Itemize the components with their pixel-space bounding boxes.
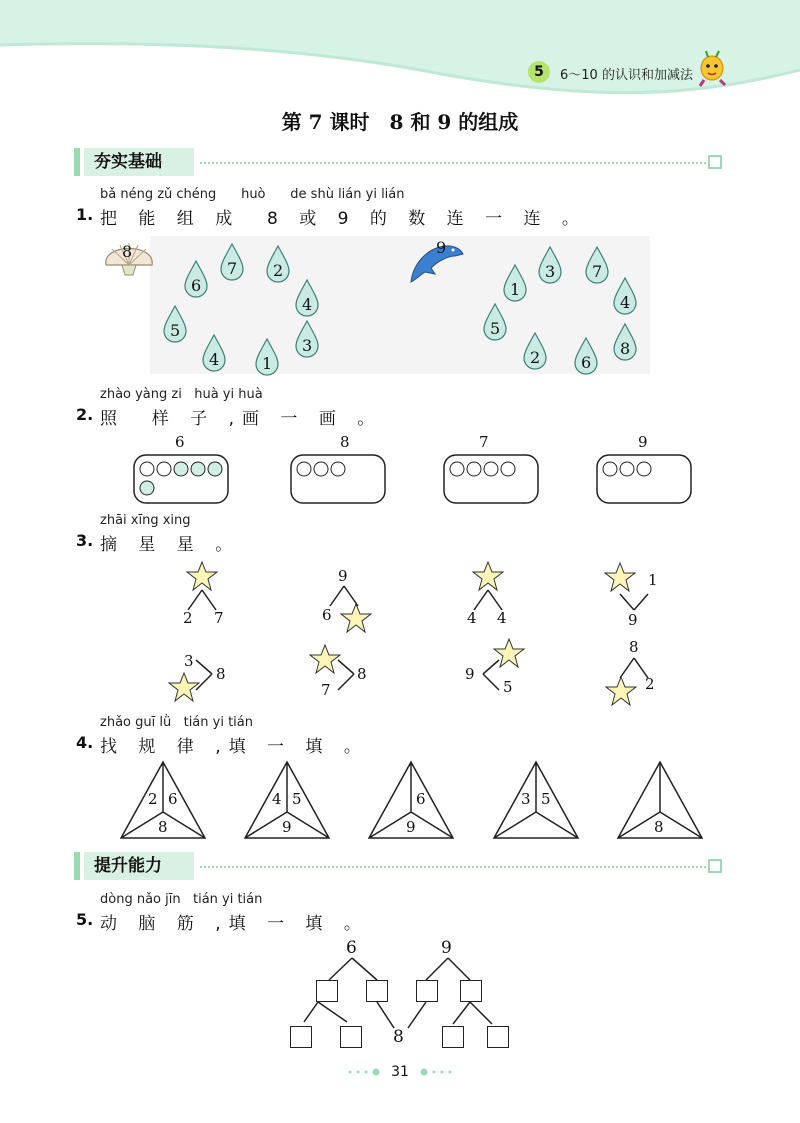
q4-text: 找 规 律 ,填 一 填 。 (100, 737, 369, 757)
section-end-box (708, 155, 722, 169)
section-marker (74, 852, 80, 880)
triangle-number: 5 (292, 790, 302, 808)
star-icon (340, 602, 372, 634)
tree-number: 4 (467, 609, 477, 627)
tree-number: 9 (465, 665, 475, 683)
answer-box[interactable] (460, 980, 482, 1002)
drop-number: 2 (530, 348, 541, 367)
drop-number: 6 (581, 353, 592, 372)
triangle-number: 9 (406, 818, 416, 836)
lesson-title: 第 7 课时 8 和 9 的组成 (281, 110, 519, 134)
tree-number: 2 (645, 675, 655, 693)
q1-pinyin: bǎ néng zǔ chéng huò de shù lián yi lián (100, 187, 405, 202)
drop-number: 3 (545, 262, 556, 281)
drop-number: 4 (302, 295, 313, 314)
tree-number: 9 (338, 567, 348, 585)
drop-number: 5 (490, 319, 501, 338)
answer-box[interactable] (442, 1026, 464, 1048)
answer-box[interactable] (366, 980, 388, 1002)
tree-number: 6 (322, 606, 332, 624)
box-label: 7 (479, 433, 489, 451)
box-label: 8 (340, 433, 350, 451)
q2-text: 照 样 子 ,画 一 画 。 (100, 409, 383, 429)
drop-number: 6 (191, 276, 202, 295)
drop-number: 4 (209, 350, 220, 369)
answer-box[interactable] (487, 1026, 509, 1048)
drop-number: 4 (620, 293, 631, 312)
middle-number: 8 (393, 1027, 404, 1047)
page-dots-right (418, 1067, 454, 1077)
tree-number: 8 (216, 665, 226, 683)
q5-pinyin: dòng nǎo jīn tián yi tián (100, 892, 263, 907)
star-icon (605, 675, 637, 707)
section-divider (200, 162, 706, 164)
unit-title: 6～10 的认识和加减法 (560, 68, 693, 83)
answer-box[interactable] (340, 1026, 362, 1048)
answer-box[interactable] (416, 980, 438, 1002)
q5-number: 5. (76, 910, 94, 929)
section-marker (74, 148, 80, 176)
dot-box (443, 454, 539, 504)
section-advanced-title: 提升能力 (84, 852, 194, 880)
triangle-number: 4 (272, 790, 282, 808)
tree-number: 3 (184, 652, 194, 670)
q1-number: 1. (76, 205, 94, 224)
tree-number: 8 (629, 638, 639, 656)
q4-number: 4. (76, 733, 94, 752)
triangle-number: 9 (282, 818, 292, 836)
page-number: 31 (391, 1064, 409, 1080)
star-icon (604, 561, 636, 593)
q4-pinyin: zhǎo guī lǜ tián yi tián (100, 715, 253, 730)
tree-number: 5 (503, 678, 513, 696)
q5-text: 动 脑 筋 ,填 一 填 。 (100, 914, 369, 934)
triangle-number: 8 (654, 818, 664, 836)
triangle-number: 5 (541, 790, 551, 808)
unit-number-badge: 5 (528, 61, 550, 83)
tree-number: 9 (628, 611, 638, 629)
drop-number: 7 (592, 262, 603, 281)
q2-number: 2. (76, 405, 94, 424)
q1-text: 把 能 组 成 8 或 9 的 数 连 一 连 。 (100, 209, 587, 229)
mascot-icon (694, 48, 730, 88)
dot-box (596, 454, 692, 504)
drop-number: 1 (262, 354, 273, 373)
section-end-box (708, 859, 722, 873)
q3-pinyin: zhāi xīng xing (100, 513, 191, 528)
dolphin-icon (405, 234, 465, 286)
dolphin-number: 9 (436, 238, 447, 257)
section-basic-title: 夯实基础 (84, 148, 194, 176)
shell-number: 8 (122, 242, 133, 261)
drop-number: 3 (302, 336, 313, 355)
q3-text: 摘 星 星 。 (100, 535, 241, 555)
top-number-left: 6 (346, 938, 357, 958)
section-divider (200, 866, 706, 868)
triangle-number: 6 (416, 790, 426, 808)
answer-box[interactable] (290, 1026, 312, 1048)
q2-pinyin: zhào yàng zi huà yi huà (100, 387, 263, 402)
tree-number: 7 (321, 681, 331, 699)
tree-number: 2 (183, 609, 193, 627)
header-band (0, 0, 800, 100)
triangle-number: 3 (521, 790, 531, 808)
number-tree-diagram (280, 950, 520, 1060)
drop-number: 2 (273, 261, 284, 280)
tree-number: 7 (214, 609, 224, 627)
drop-number: 8 (620, 339, 631, 358)
tree-number: 8 (357, 665, 367, 683)
tree-number: 1 (648, 571, 658, 589)
branch-lines (477, 656, 503, 696)
box-label: 6 (175, 433, 185, 451)
triangle-number: 2 (148, 790, 158, 808)
dot-box (290, 454, 386, 504)
triangle-puzzle (492, 760, 580, 840)
tree-number: 4 (497, 609, 507, 627)
drop-number: 7 (227, 259, 238, 278)
top-number-right: 9 (441, 938, 452, 958)
q3-number: 3. (76, 531, 94, 550)
dot-box (133, 454, 229, 504)
star-icon (168, 671, 200, 703)
box-label: 9 (638, 433, 648, 451)
triangle-number: 8 (158, 818, 168, 836)
drop-number: 1 (510, 280, 521, 299)
triangle-number: 6 (168, 790, 178, 808)
answer-box[interactable] (316, 980, 338, 1002)
drop-number: 5 (170, 321, 181, 340)
